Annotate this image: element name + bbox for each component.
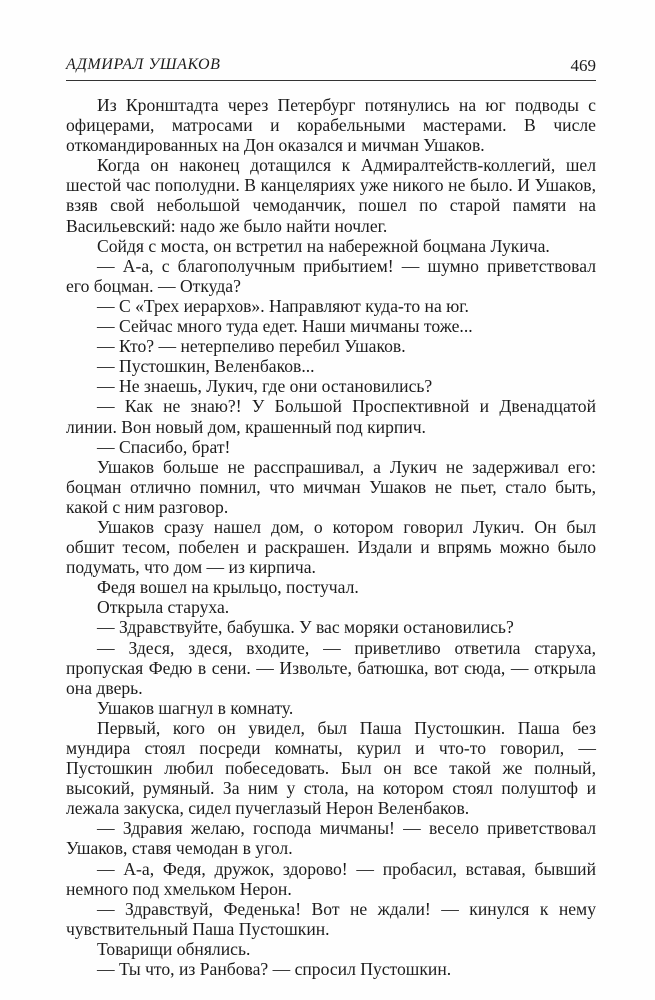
paragraph: — Здравия желаю, господа мичманы! — весело приветствовал Ушаков, ставя чемодан в угол.	[66, 818, 596, 859]
paragraph: Ушаков сразу нашел дом, о котором говорил Лукич. Он был обшит тесом, побелен и раскрашен. Издали и впрямь можно было подумать, что дом — из кирпича.	[66, 516, 596, 578]
paragraph: Из Кронштадта через Петербург потянулись на юг подводы с офицерами, матросами и корабельными мастерами. В числе откомандированных на Дон оказался и мичман Ушаков.	[66, 95, 596, 156]
paragraph: Ушаков шагнул в комнату.	[97, 697, 294, 718]
paragraph: Товарищи обнялись.	[97, 938, 251, 959]
paragraph: Федя вошел на крыльцо, постучал.	[97, 577, 359, 598]
paragraph: Сойдя с моста, он встретил на набережной боцмана Лукича.	[97, 235, 550, 256]
header-rule	[66, 80, 596, 81]
paragraph: — А-а, с благополучным прибытием! — шумно приветствовал его боцман. — Откуда?	[66, 255, 596, 296]
paragraph: — Здеся, здеся, входите, — приветливо ответила старуха, пропуская Федю в сени. — Извольте, батюшка, вот сюда, — открыла она дверь.	[66, 637, 596, 698]
paragraph: — Спасибо, брат!	[97, 436, 231, 457]
paragraph: — С «Трех иерархов». Направляют куда-то на юг.	[97, 295, 469, 316]
paragraph: — Ты что, из Ранбова? — спросил Пустошкин.	[97, 959, 452, 980]
running-title: АДМИРАЛ УШАКОВ	[66, 56, 221, 73]
paragraph: — А-а, Федя, дружок, здорово! — пробасил, вставая, бывший немного под хмельком Нерон.	[66, 858, 596, 899]
page-number: 469	[570, 56, 596, 75]
paragraph: Открыла старуха.	[97, 597, 230, 618]
paragraph: — Пустошкин, Веленбаков...	[97, 356, 315, 377]
paragraph: — Здравствуй, Феденька! Вот не ждали! — кинулся к нему чувствительный Паша Пустошкин.	[66, 898, 596, 939]
paragraph: Первый, кого он увидел, был Паша Пустошкин. Паша без мундира стоял посреди комнаты, курил и что-то говорил, — Пустошкин любил побеседовать. Был он все такой же полный, высокий, румяный. За ним у стола, на котором стоял полуштоф и лежала закуска, сидел пучеглазый Нерон Веленбаков.	[66, 717, 596, 819]
paragraph: — Здравствуйте, бабушка. У вас моряки остановились?	[97, 617, 514, 638]
paragraph: Когда он наконец дотащился к Адмиралтейств-коллегий, шел шестой час пополудни. В канцеляриях уже никого не было. И Ушаков, взяв свой небольшой чемоданчик, пошел по старой памяти на Васильевский: надо же было найти ночлег.	[66, 155, 596, 236]
body-text	[66, 95, 596, 979]
running-head	[66, 56, 596, 78]
paragraph: — Сейчас много туда едет. Наши мичманы тоже...	[97, 316, 473, 337]
paragraph: — Как не знаю?! У Большой Проспективной и Двенадцатой линии. Вон новый дом, крашенный под кирпич.	[66, 396, 596, 437]
paragraph: Ушаков больше не расспрашивал, а Лукич не задерживал его: боцман отлично помнил, что мичман Ушаков не пьет, стало быть, какой с ним разговор.	[66, 456, 596, 517]
paragraph: — Не знаешь, Лукич, где они остановились?	[97, 376, 433, 397]
paragraph: — Кто? — нетерпеливо перебил Ушаков.	[97, 336, 406, 357]
